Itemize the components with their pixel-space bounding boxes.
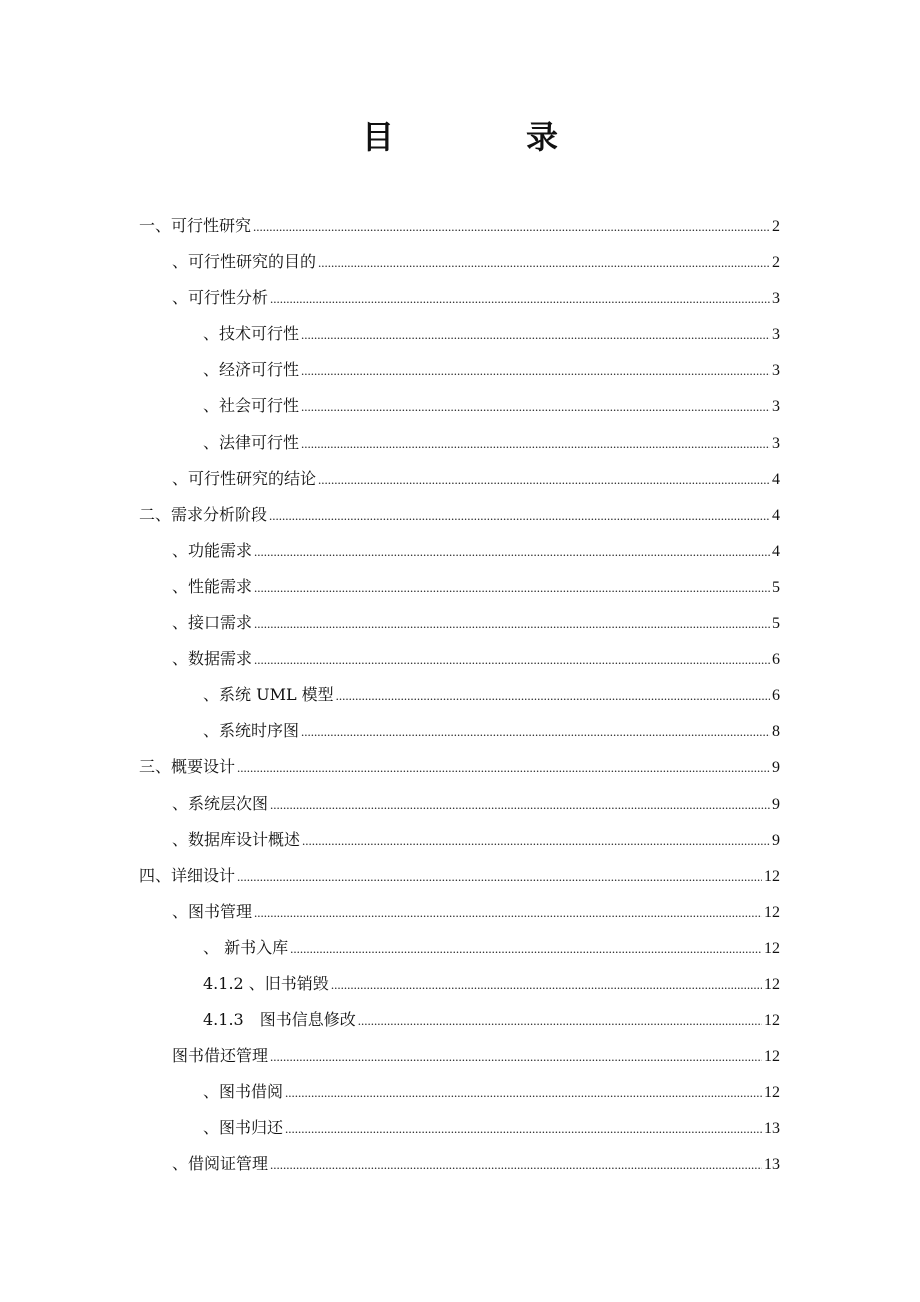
toc-entry-label: 、可行性分析 [172,288,269,308]
toc-entry-label: 、图书管理 [172,901,253,921]
toc-entry-label: 、系统时序图 [203,721,300,741]
toc-entry-page: 12 [764,867,780,885]
toc-entry-page: 8 [772,723,780,741]
toc-entry[interactable] [139,930,780,966]
toc-leader-dots [301,317,770,353]
toc-entry[interactable] [139,316,780,352]
toc-leader-dots [254,606,770,642]
toc-leader-dots [253,209,770,245]
toc-entry-label: 、经济可行性 [203,360,300,380]
toc-entry-page: 12 [764,939,780,957]
toc-entry-page: 6 [772,687,780,705]
toc-leader-dots [301,426,770,462]
toc-entry-page: 12 [764,1084,780,1102]
toc-leader-dots [254,570,770,606]
toc-entry-page: 6 [772,651,780,669]
toc-entry[interactable] [139,1110,780,1146]
toc-entry-page: 3 [772,362,780,380]
toc-entry-page: 4 [772,506,780,524]
toc-entry[interactable] [139,966,780,1002]
toc-entry-label: 4.1.2 、旧书销毁 [203,973,329,993]
toc-leader-dots [285,1111,762,1147]
toc-entry[interactable] [139,244,780,280]
toc-entry-label: 、数据库设计概述 [172,829,301,849]
toc-entry-label: 一、可行性研究 [139,216,252,235]
toc-entry-label: 、图书归还 [203,1118,284,1138]
toc-entry[interactable] [139,858,780,894]
toc-entry-page: 5 [772,615,780,633]
toc-leader-dots [302,823,770,859]
toc-entry[interactable] [139,461,780,497]
toc-entry-page: 12 [764,975,780,993]
toc-entry[interactable] [139,641,780,677]
toc-entry-page: 3 [772,434,780,452]
toc-entry-label: 、可行性研究的结论 [172,468,317,488]
toc-entry-page: 4 [772,470,780,488]
toc-leader-dots [331,967,762,1003]
toc-entry-label: 、功能需求 [172,540,253,560]
toc-entry-label: 二、需求分析阶段 [139,504,268,524]
toc-entry-page: 13 [764,1120,780,1138]
toc-entry-page: 2 [772,254,780,272]
toc-entry-page: 9 [772,759,780,777]
toc-entry-label: 、系统层次图 [172,793,269,813]
toc-entry[interactable] [139,1038,780,1074]
toc-entry-page: 3 [772,326,780,344]
toc-entry-page: 2 [772,218,780,235]
toc-entry[interactable] [139,533,780,569]
toc-leader-dots [270,787,770,823]
toc-entry-page: 12 [764,1012,780,1030]
toc-entry[interactable] [139,822,780,858]
toc-entry-label: 、数据需求 [172,649,253,669]
toc-entry-label: 三、概要设计 [139,757,236,777]
toc-entry-label: 图书借还管理 [172,1046,269,1066]
toc-entry[interactable] [139,425,780,461]
toc-entry-page: 5 [772,578,780,596]
toc-entry-page: 3 [772,290,780,308]
toc-entry-page: 3 [772,398,780,416]
toc-entry-label: 、社会可行性 [203,396,300,416]
toc-leader-dots [301,389,770,425]
toc-entry-label: 、系统 UML 模型 [203,685,334,705]
toc-leader-dots [254,895,762,931]
toc-leader-dots [301,714,770,750]
toc-leader-dots [269,498,770,534]
toc-entry[interactable] [139,388,780,424]
toc-entry[interactable] [139,677,780,713]
toc-entry-page: 9 [772,831,780,849]
page-title: 目 录 [361,118,608,156]
toc-leader-dots [358,1003,762,1039]
toc-leader-dots [254,534,770,570]
toc-entry-label: 、 新书入库 [203,937,289,957]
toc-entry[interactable] [139,605,780,641]
toc-leader-dots [237,859,762,895]
toc-leader-dots [270,1039,762,1075]
toc-entry[interactable] [139,569,780,605]
toc-entry-label: 、接口需求 [172,613,253,633]
toc-entry[interactable] [139,894,780,930]
toc-entry-label: 、图书借阅 [203,1082,284,1102]
toc-entry-page: 12 [764,903,780,921]
toc-entry[interactable] [139,352,780,388]
toc-entry[interactable] [139,280,780,316]
toc-entry-page: 12 [764,1048,780,1066]
toc-entry-label: 4.1.3 图书信息修改 [203,1010,356,1030]
toc-entry[interactable] [139,1002,780,1038]
toc-entry[interactable] [139,786,780,822]
toc-entry-page: 4 [772,542,780,560]
toc-leader-dots [270,281,770,317]
toc-entry[interactable] [139,1074,780,1110]
toc-entry[interactable] [139,1146,780,1182]
toc-entry-label: 、可行性研究的目的 [172,252,317,272]
toc-leader-dots [301,353,770,389]
toc-entry-page: 9 [772,795,780,813]
toc-entry-label: 、性能需求 [172,576,253,596]
toc-entry[interactable] [139,497,780,533]
toc-leader-dots [290,931,762,967]
toc-entry[interactable] [139,749,780,785]
toc-entry-label: 、借阅证管理 [172,1154,269,1174]
toc-entry[interactable] [139,208,780,244]
table-of-contents [139,208,780,1183]
toc-entry-label: 、技术可行性 [203,324,300,344]
toc-entry-page: 13 [764,1156,780,1174]
toc-entry-label: 四、详细设计 [139,865,236,885]
toc-entry-label: 、法律可行性 [203,432,300,452]
toc-leader-dots [318,462,770,498]
toc-leader-dots [285,1075,762,1111]
toc-entry[interactable] [139,713,780,749]
toc-leader-dots [270,1147,762,1183]
toc-leader-dots [254,642,770,678]
toc-leader-dots [318,245,770,281]
toc-leader-dots [336,678,770,714]
toc-leader-dots [237,750,770,786]
